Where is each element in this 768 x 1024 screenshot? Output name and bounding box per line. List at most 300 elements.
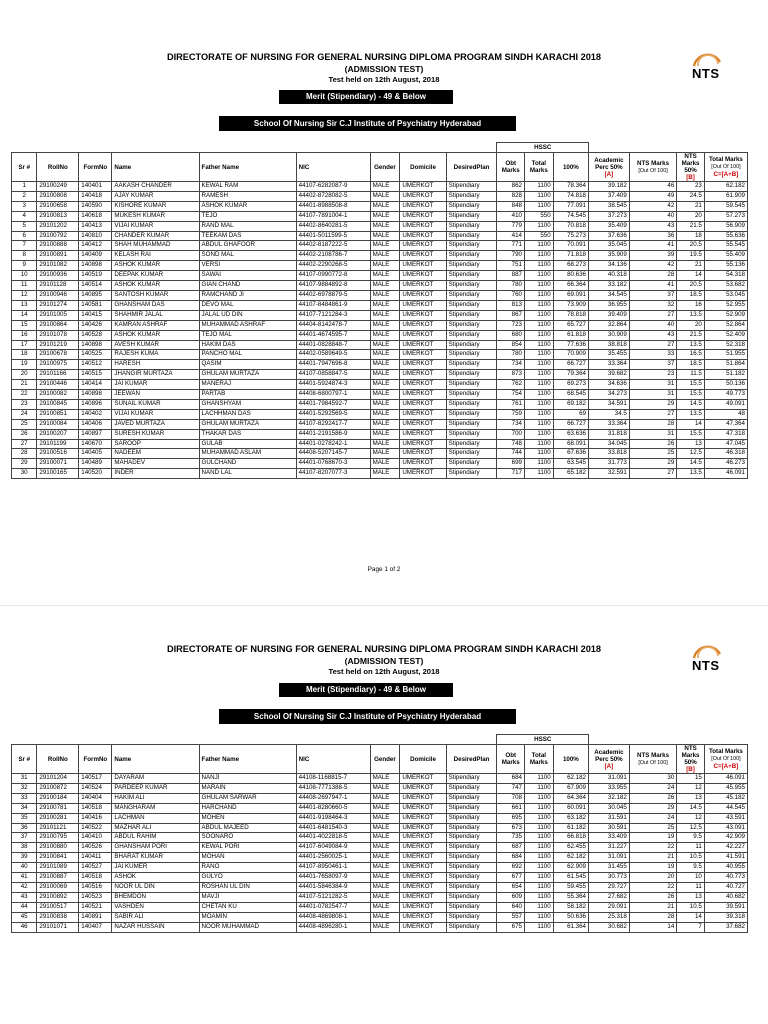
cell-domicile: UMERKOT [400,380,446,390]
cell-father-name: ABDUL MAJEED [199,823,296,833]
cell-father-name: RAMCHAND JI [199,290,296,300]
cell-sr: 31 [12,774,37,784]
cell-obt-marks: 609 [497,892,525,902]
cell-sr: 37 [12,833,37,843]
cell-desired-plan: Stipendiary [446,191,497,201]
cell-sr: 22 [12,390,37,400]
cell-percent: 61.182 [553,823,588,833]
cell-domicile: UMERKOT [400,449,446,459]
cell-total-marks: 1100 [525,409,554,419]
table-row [12,882,748,892]
col-domicile: Domicile [400,153,446,182]
cell-nts-marks: 42 [629,201,676,211]
cell-desired-plan: Stipendiary [446,922,497,932]
cell-desired-plan: Stipendiary [446,380,497,390]
cell-rollno: 29101071 [37,922,79,932]
cell-formno: 140406 [79,419,112,429]
cell-nic: 44401-9198464-3 [296,813,370,823]
cell-total-marks-100: 37.682 [704,922,747,932]
cell-desired-plan: Stipendiary [446,902,497,912]
cell-gender: MALE [370,853,400,863]
cell-sr: 1 [12,182,37,192]
cell-total-marks: 1100 [525,310,554,320]
cell-percent: 59.455 [553,882,588,892]
cell-academic-perc: 35.045 [589,241,630,251]
cell-percent: 66.727 [553,419,588,429]
cell-percent: 74.545 [553,211,588,221]
cell-nts-50: 15.5 [677,429,705,439]
cell-father-name: MOHEN [199,813,296,823]
cell-nic: 44402-8640281-5 [296,221,370,231]
cell-obt-marks: 867 [497,310,525,320]
cell-percent: 70.091 [553,241,588,251]
cell-percent: 71.818 [553,251,588,261]
cell-domicile: UMERKOT [400,320,446,330]
cell-rollno: 29100891 [37,251,79,261]
cell-name: KELASH RAI [112,251,199,261]
academic-perc-tag-2: [A] [604,762,614,770]
cell-nts-marks: 28 [629,912,676,922]
cell-percent: 79.364 [553,370,588,380]
cell-total-marks-100: 43.591 [704,813,747,823]
cell-sr: 36 [12,823,37,833]
cell-total-marks-100: 49.773 [704,390,747,400]
cell-obt-marks: 759 [497,409,525,419]
cell-percent: 70.909 [553,350,588,360]
cell-total-marks: 1100 [525,221,554,231]
cell-gender: MALE [370,419,400,429]
school-band: School Of Nursing Sir C.J Institute of Psychiatry Hyderabad [219,116,516,131]
cell-domicile: UMERKOT [400,833,446,843]
cell-formno: 140518 [79,803,112,813]
cell-obt-marks: 699 [497,459,525,469]
cell-total-marks: 1100 [525,330,554,340]
cell-percent: 66.818 [553,833,588,843]
cell-total-marks: 1100 [525,833,554,843]
nts-marks-sub: [Out Of 100] [638,167,668,174]
cell-total-marks-100: 47.045 [704,439,747,449]
cell-name: LACHMAN [112,813,199,823]
cell-nic: 44401-6481540-3 [296,823,370,833]
cell-sr: 33 [12,793,37,803]
cell-gender: MALE [370,241,400,251]
cell-name: PARDEEP KUMAR [112,783,199,793]
cell-total-marks-100: 59.545 [704,201,747,211]
cell-nts-50: 21.5 [677,330,705,340]
cell-father-name: MOAMIN [199,912,296,922]
cell-father-name: TEEKAM DAS [199,231,296,241]
cell-desired-plan: Stipendiary [446,774,497,784]
cell-formno: 140517 [79,774,112,784]
cell-academic-perc: 30.909 [589,330,630,340]
cell-obt-marks: 735 [497,833,525,843]
cell-desired-plan: Stipendiary [446,271,497,281]
cell-academic-perc: 37.636 [589,231,630,241]
cell-nic: 44401-0768670-3 [296,459,370,469]
cell-nts-50: 15.5 [677,380,705,390]
cell-father-name: PARTAB [199,390,296,400]
table-row [12,873,748,883]
cell-total-marks: 1100 [525,439,554,449]
cell-desired-plan: Stipendiary [446,182,497,192]
cell-nts-50: 20.5 [677,281,705,291]
cell-father-name: GHANSHYAM [199,399,296,409]
cell-sr: 9 [12,261,37,271]
cell-nts-50: 24.5 [677,191,705,201]
cell-father-name: LACHHMAN DAS [199,409,296,419]
cell-desired-plan: Stipendiary [446,261,497,271]
cell-gender: MALE [370,863,400,873]
cell-nts-50: 12 [677,813,705,823]
cell-desired-plan: Stipendiary [446,419,497,429]
cell-desired-plan: Stipendiary [446,439,497,449]
hssc-group-header-2: HSSC [497,735,589,745]
cell-father-name: MAVJI [199,892,296,902]
cell-rollno: 29101128 [37,281,79,291]
cell-father-name: GULYO [199,873,296,883]
cell-name: JEEWAN [112,390,199,400]
cell-nts-50: 10 [677,873,705,883]
cell-percent: 69 [553,409,588,419]
cell-total-marks-100: 53.045 [704,290,747,300]
document-title: DIRECTORATE OF NURSING FOR GENERAL NURSING DIPLOMA PROGRAM SINDH KARACHI 2018 [166,52,602,62]
cell-domicile: UMERKOT [400,774,446,784]
cell-formno: 140409 [79,251,112,261]
cell-total-marks-100: 52.318 [704,340,747,350]
cell-rollno: 29100184 [37,793,79,803]
cell-domicile: UMERKOT [400,419,446,429]
cell-percent: 50.636 [553,912,588,922]
cell-desired-plan: Stipendiary [446,360,497,370]
cell-name: RAJESH KUMA [112,350,199,360]
cell-gender: MALE [370,320,400,330]
cell-percent: 65.182 [553,469,588,479]
cell-nts-50: 16.5 [677,350,705,360]
col-academic-perc-2 [589,745,630,774]
cell-desired-plan: Stipendiary [446,833,497,843]
cell-percent: 74.818 [553,191,588,201]
cell-name: JAVED MURTAZA [112,419,199,429]
cell-name: GHANSHAM PORI [112,843,199,853]
cell-total-marks-100: 52.409 [704,330,747,340]
cell-sr: 10 [12,271,37,281]
cell-academic-perc: 30.045 [589,803,630,813]
cell-domicile: UMERKOT [400,892,446,902]
cell-domicile: UMERKOT [400,251,446,261]
cell-nic: 44107-7121284-3 [296,310,370,320]
cell-nts-marks: 22 [629,882,676,892]
cell-gender: MALE [370,469,400,479]
cell-sr: 11 [12,281,37,291]
cell-rollno: 29100281 [37,813,79,823]
cell-formno: 140527 [79,863,112,873]
cell-total-marks-100: 51.864 [704,360,747,370]
cell-sr: 23 [12,399,37,409]
cell-nts-50: 9.5 [677,833,705,843]
cell-domicile: UMERKOT [400,360,446,370]
table-row [12,863,748,873]
cell-total-marks: 1100 [525,823,554,833]
test-date: Test held on 12th August, 2018 [328,75,440,84]
cell-obt-marks: 410 [497,211,525,221]
cell-obt-marks: 848 [497,201,525,211]
cell-obt-marks: 873 [497,370,525,380]
table-row [12,853,748,863]
cell-nic: 44108-1168815-7 [296,774,370,784]
cell-nts-marks: 20 [629,873,676,883]
col-percent: 100% [553,153,588,182]
cell-total-marks-100: 47.364 [704,419,747,429]
cell-desired-plan: Stipendiary [446,201,497,211]
cell-domicile: UMERKOT [400,370,446,380]
merit-band: Merit (Stipendiary) - 49 & Below [279,90,453,104]
cell-percent: 65.727 [553,320,588,330]
cell-domicile: UMERKOT [400,863,446,873]
cell-rollno: 29100678 [37,350,79,360]
cell-total-marks: 1100 [525,201,554,211]
cell-name: ASHOK [112,873,199,883]
cell-nic: 44402-8187222-5 [296,241,370,251]
cell-father-name: GHULAM SARWAR [199,793,296,803]
cell-domicile: UMERKOT [400,922,446,932]
cell-nic: 44404-8142478-7 [296,320,370,330]
cell-obt-marks: 708 [497,793,525,803]
cell-obt-marks: 684 [497,774,525,784]
cell-obt-marks: 751 [497,261,525,271]
cell-father-name: MUHAMMAD ASLAM [199,449,296,459]
cell-total-marks-100: 42.909 [704,833,747,843]
cell-formno: 140525 [79,350,112,360]
cell-desired-plan: Stipendiary [446,300,497,310]
cell-academic-perc: 38.818 [589,340,630,350]
cell-domicile: UMERKOT [400,201,446,211]
cell-obt-marks: 557 [497,912,525,922]
cell-nts-50: 13.5 [677,310,705,320]
cell-nts-marks: 43 [629,221,676,231]
cell-nic: 44107-9884892-8 [296,281,370,291]
cell-domicile: UMERKOT [400,290,446,300]
cell-sr: 12 [12,290,37,300]
cell-obt-marks: 692 [497,863,525,873]
cell-nic: 44107-8950461-1 [296,863,370,873]
cell-nts-50: 23 [677,182,705,192]
cell-academic-perc: 34.591 [589,399,630,409]
cell-desired-plan: Stipendiary [446,251,497,261]
cell-percent: 61.818 [553,330,588,340]
col-domicile-2: Domicile [400,745,446,774]
cell-desired-plan: Stipendiary [446,399,497,409]
cell-father-name: SAWAI [199,271,296,281]
nts-marks-label-2: NTS Marks [637,751,670,759]
cell-percent: 58.182 [553,902,588,912]
cell-total-marks-100: 46.318 [704,449,747,459]
cell-formno: 140528 [79,330,112,340]
cell-academic-perc: 30.682 [589,922,630,932]
cell-obt-marks: 754 [497,390,525,400]
cell-rollno: 29101204 [37,774,79,784]
cell-gender: MALE [370,774,400,784]
cell-rollno: 29100838 [37,912,79,922]
cell-obt-marks: 813 [497,300,525,310]
cell-name: INDER [112,469,199,479]
cell-nic: 44401-7947696-8 [296,360,370,370]
cell-academic-perc: 32.864 [589,320,630,330]
cell-rollno: 29101078 [37,330,79,340]
cell-rollno: 29100516 [37,449,79,459]
cell-obt-marks: 700 [497,429,525,439]
cell-gender: MALE [370,330,400,340]
cell-nts-marks: 28 [629,419,676,429]
cell-academic-perc: 34.636 [589,380,630,390]
cell-total-marks: 1100 [525,281,554,291]
cell-domicile: UMERKOT [400,182,446,192]
cell-sr: 45 [12,912,37,922]
cell-desired-plan: Stipendiary [446,290,497,300]
cell-rollno: 29101199 [37,439,79,449]
cell-nic: 44408-5207145-7 [296,449,370,459]
cell-desired-plan: Stipendiary [446,409,497,419]
cell-nts-marks: 26 [629,439,676,449]
col-total-marks: Total Marks [525,153,554,182]
cell-percent: 68.545 [553,390,588,400]
cell-total-marks: 1100 [525,783,554,793]
cell-total-marks-100: 44.545 [704,803,747,813]
cell-nts-50: 20 [677,211,705,221]
cell-gender: MALE [370,399,400,409]
cell-sr: 25 [12,419,37,429]
cell-formno: 140405 [79,449,112,459]
cell-sr: 24 [12,409,37,419]
cell-name: SHAH MUHAMMAD [112,241,199,251]
cell-total-marks: 1100 [525,803,554,813]
cell-nic: 44401-0828848-7 [296,340,370,350]
cell-academic-perc: 30.773 [589,873,630,883]
cell-nts-marks: 40 [629,320,676,330]
cell-domicile: UMERKOT [400,261,446,271]
cell-father-name: SOONARO [199,833,296,843]
cell-rollno: 29100446 [37,380,79,390]
cell-name: AJAY KUMAR [112,191,199,201]
cell-academic-perc: 31.773 [589,459,630,469]
cell-father-name: TEJO [199,211,296,221]
cell-total-marks: 550 [525,231,554,241]
cell-rollno: 29100864 [37,320,79,330]
cell-obt-marks: 723 [497,320,525,330]
cell-father-name: PANCHO MAL [199,350,296,360]
cell-formno: 140581 [79,300,112,310]
cell-name: SAROOP [112,439,199,449]
table-row [12,783,748,793]
cell-academic-perc: 31.091 [589,774,630,784]
cell-nts-50: 14 [677,419,705,429]
cell-percent: 75.273 [553,231,588,241]
cell-obt-marks: 744 [497,449,525,459]
cell-formno: 140404 [79,793,112,803]
cell-desired-plan: Stipendiary [446,211,497,221]
cell-name: MAHADEV [112,459,199,469]
cell-formno: 140418 [79,191,112,201]
cell-nts-marks: 31 [629,390,676,400]
tm-label: Total Marks [708,156,743,163]
cell-domicile: UMERKOT [400,783,446,793]
cell-nts-50: 16 [677,300,705,310]
cell-academic-perc: 34.045 [589,439,630,449]
cell-name: NADEEM [112,449,199,459]
cell-percent: 62.909 [553,863,588,873]
cell-academic-perc: 34.5 [589,409,630,419]
cell-nts-50: 14.5 [677,399,705,409]
cell-nts-marks: 25 [629,449,676,459]
cell-nic: 44401-4674595-7 [296,330,370,340]
cell-percent: 63.636 [553,429,588,439]
cell-total-marks: 1100 [525,912,554,922]
nts50-label-2: NTS Marks 50% [681,745,700,766]
cell-academic-perc: 39.682 [589,370,630,380]
cell-nts-marks: 14 [629,922,676,932]
cell-rollno: 29101005 [37,310,79,320]
document-subtitle-2: (ADMISSION TEST) [344,656,424,666]
cell-percent: 61.545 [553,873,588,883]
cell-academic-perc: 32.591 [589,469,630,479]
cell-father-name: JALAL UD DIN [199,310,296,320]
cell-name: ASHOK KUMAR [112,281,199,291]
cell-gender: MALE [370,271,400,281]
cell-domicile: UMERKOT [400,350,446,360]
cell-nic: 44107-7891004-1 [296,211,370,221]
cell-total-marks: 1100 [525,340,554,350]
cell-desired-plan: Stipendiary [446,892,497,902]
cell-nts-marks: 29 [629,399,676,409]
cell-domicile: UMERKOT [400,469,446,479]
cell-father-name: KEWAL RAM [199,182,296,192]
cell-sr: 4 [12,211,37,221]
cell-total-marks-100: 42.227 [704,843,747,853]
cell-obt-marks: 717 [497,469,525,479]
cell-formno: 140590 [79,201,112,211]
cell-name: AVESH KUMAR [112,340,199,350]
cell-desired-plan: Stipendiary [446,320,497,330]
col-obt-marks: Obt Marks [497,153,525,182]
cell-rollno: 29100165 [37,469,79,479]
cell-desired-plan: Stipendiary [446,843,497,853]
cell-total-marks: 1100 [525,449,554,459]
cell-domicile: UMERKOT [400,803,446,813]
cell-percent: 62.455 [553,843,588,853]
cell-formno: 140401 [79,182,112,192]
cell-percent: 64.364 [553,793,588,803]
cell-gender: MALE [370,310,400,320]
cell-academic-perc: 37.409 [589,191,630,201]
cell-domicile: UMERKOT [400,823,446,833]
cell-nts-marks: 28 [629,271,676,281]
cell-gender: MALE [370,191,400,201]
cell-total-marks-100: 51.182 [704,370,747,380]
cell-obt-marks: 684 [497,853,525,863]
cell-father-name: DEVO MAL [199,300,296,310]
cell-nic: 44107-8292417-7 [296,419,370,429]
cell-gender: MALE [370,912,400,922]
cell-nic: 44107-8207077-3 [296,469,370,479]
col-nts-50-2 [677,745,705,774]
cell-percent: 80.636 [553,271,588,281]
table-row [12,892,748,902]
cell-academic-perc: 31.818 [589,429,630,439]
cell-total-marks-100: 47.318 [704,429,747,439]
cell-name: DEEPAK KUMAR [112,271,199,281]
cell-name: VIJAI KUMAR [112,409,199,419]
cell-formno: 140519 [79,271,112,281]
table-row [12,912,748,922]
